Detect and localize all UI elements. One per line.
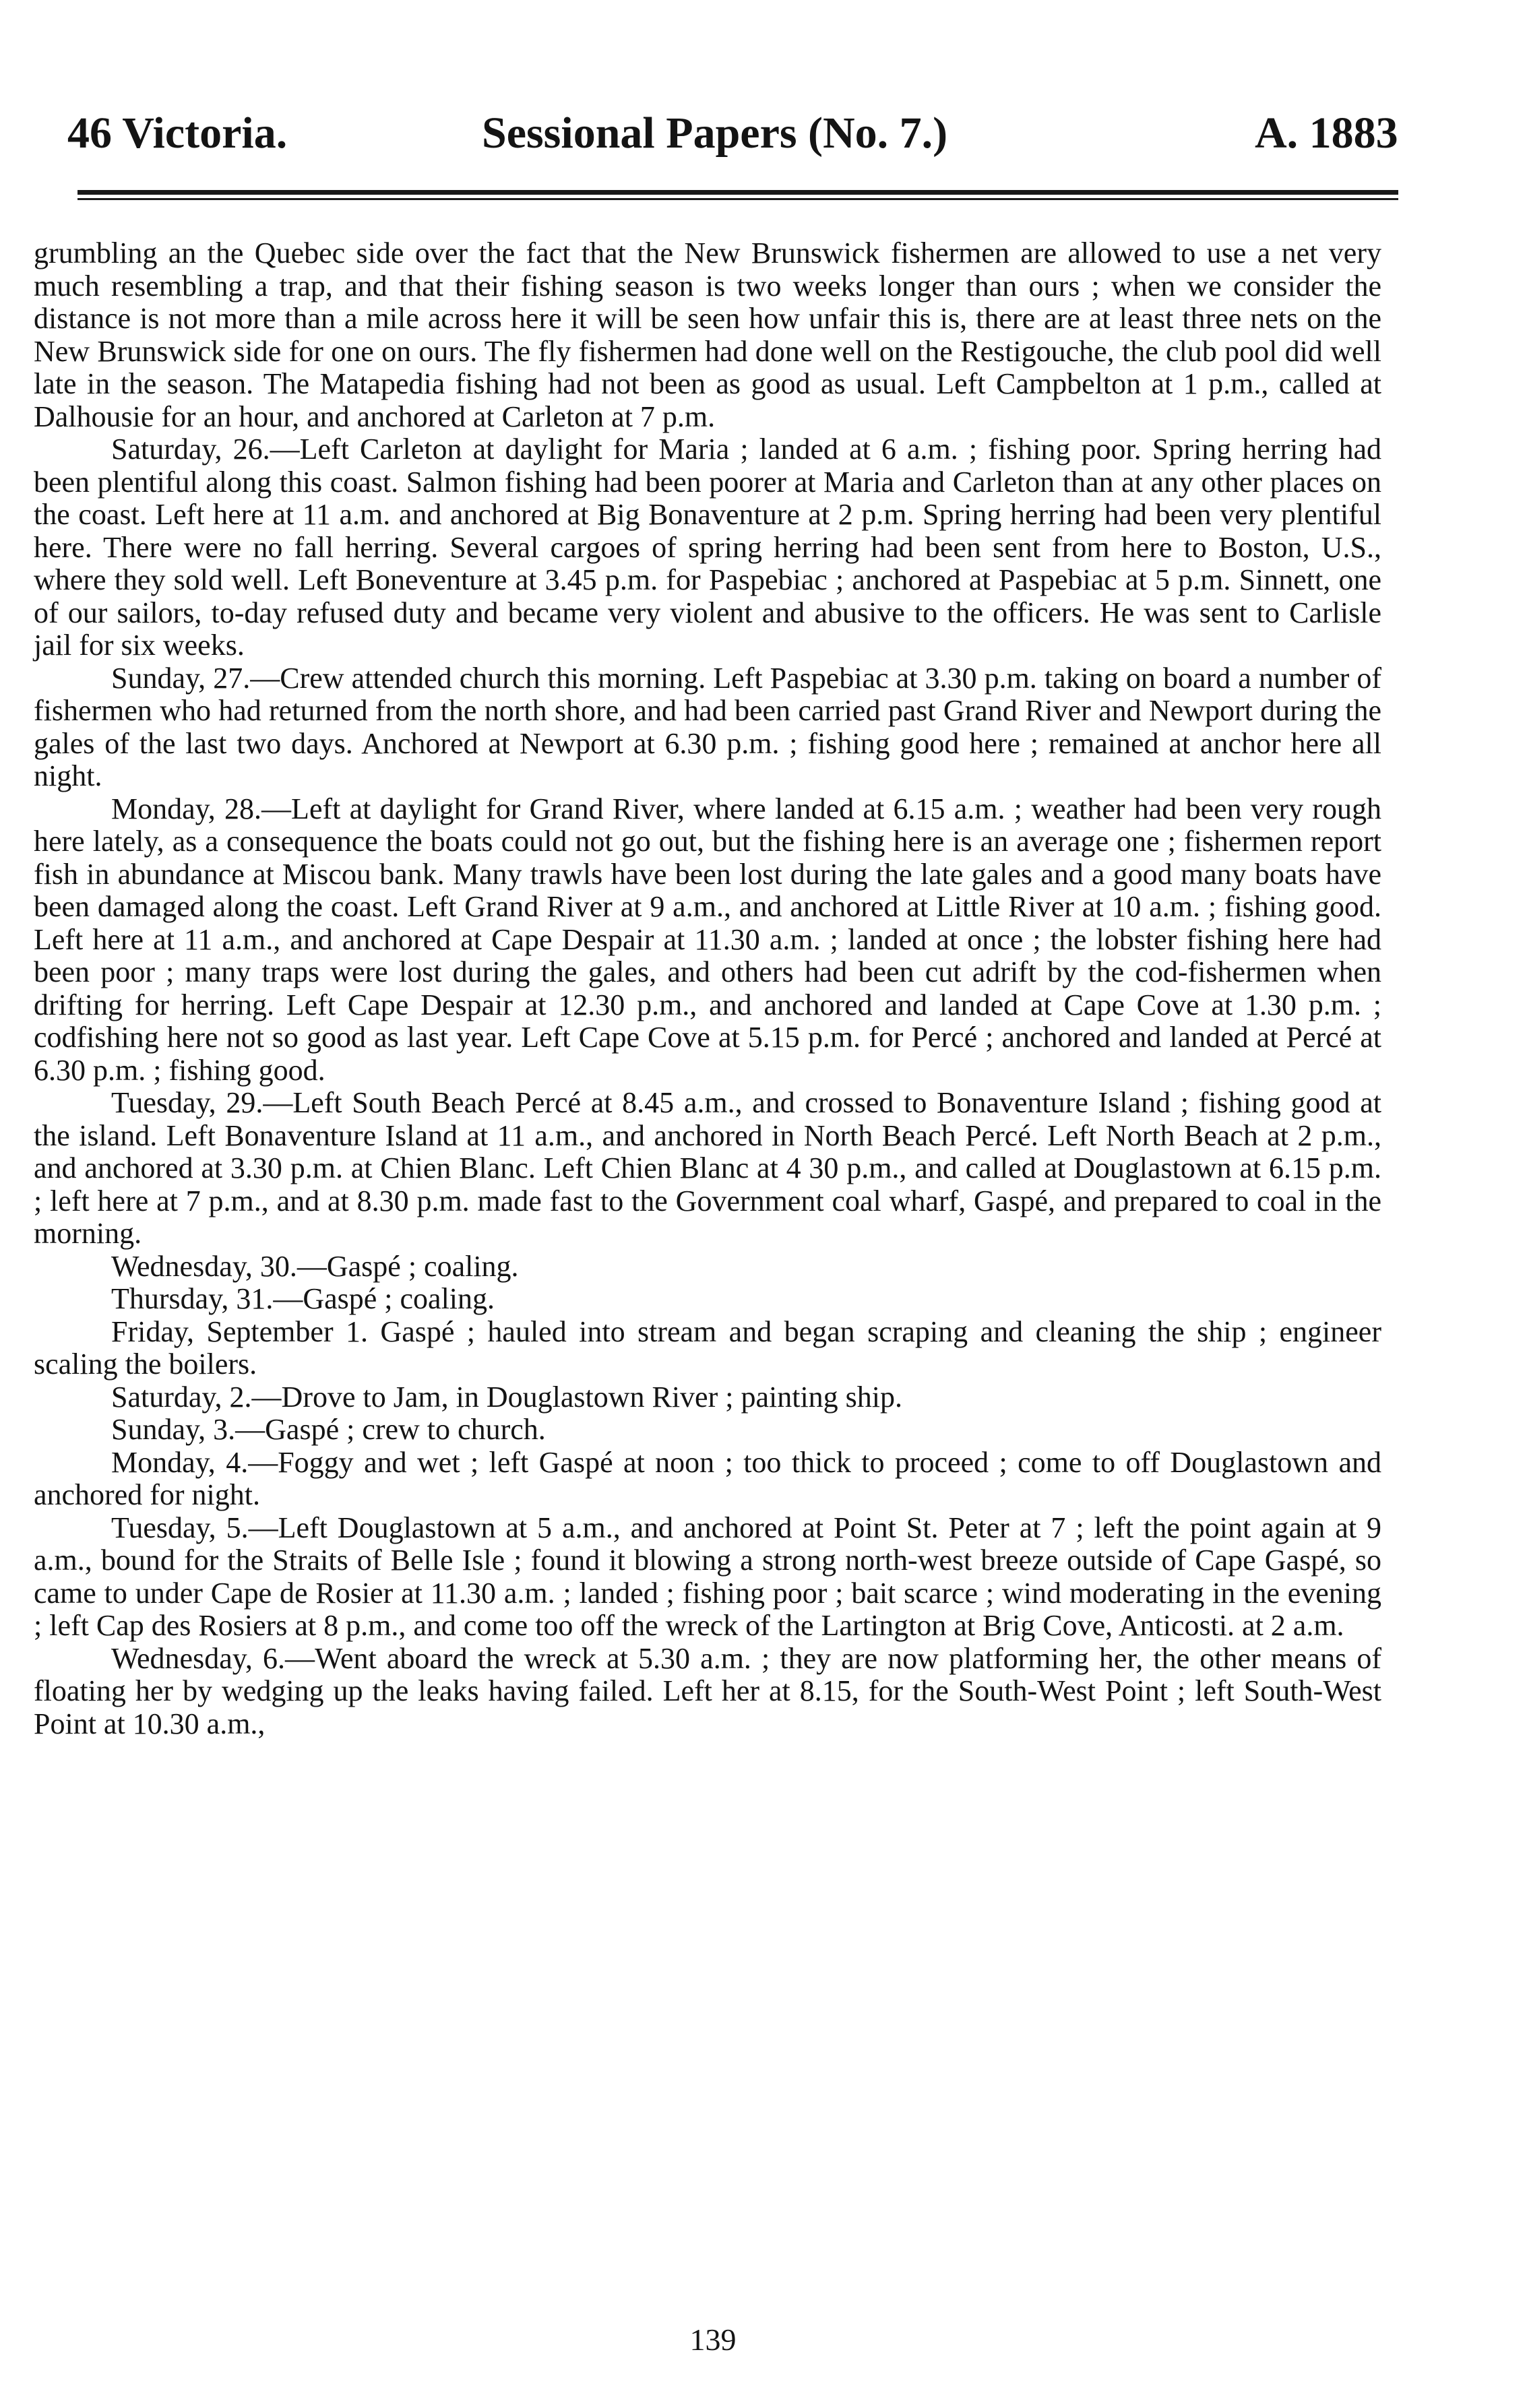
header-year: A. 1883 [1255, 108, 1398, 158]
paragraph-sunday-3: Sunday, 3.—Gaspé ; crew to church. [111, 1413, 546, 1446]
header-rule-thick [77, 190, 1398, 195]
paragraph-saturday-26: Saturday, 26.—Left Carleton at daylight for Maria ; landed at 6 a.m. ; fishing poor. Spring herring had been plentiful along this coast. Salmon fishing had been poorer at Maria and Carleton than at any other places on the coast. Left here at 11 a.m. and anchored at Big Bonaventure at 2 p.m. Spring herring had been very plentiful here. There were no fall herring. Several cargoes of spring herring had been sent from here to Boston, U.S., where they sold well. Left Boneventure at 3.45 p.m. for Paspebiac ; anchored at Paspebiac at 5 p.m. Sinnett, one of our sailors, to-day refused duty and became very violent and abusive to the officers. He was sent to Carlisle jail for six weeks. [34, 433, 1381, 662]
paragraph-thursday-31: Thursday, 31.—Gaspé ; coaling. [111, 1282, 495, 1315]
paragraph-friday-sept-1: Friday, September 1. Gaspé ; hauled into stream and began scraping and cleaning the ship ; engineer scaling the boilers. [34, 1314, 1381, 1381]
paragraph-monday-4: Monday, 4.—Foggy and wet ; left Gaspé at noon ; too thick to proceed ; come to off Douglastown and anchored for night. [34, 1445, 1381, 1511]
paragraph-continued: grumbling an the Quebec side over the fact that the New Brunswick fishermen are allowed to use a net very much resembling a trap, and that their fishing season is two weeks longer than ours ; when we consider the distance is not more than a mile across here it will be seen how unfair this is, there are at least three nets on the New Brunswick side for one on ours. The fly fishermen had done well on the Restigouche, the club pool did well late in the season. The Matapedia fishing had not been as good as usual. Left Campbelton at 1 p.m., called at Dalhousie for an hour, and anchored at Carleton at 7 p.m. [34, 236, 1381, 433]
page-footer [0, 2322, 1527, 2357]
header-title: Sessional Papers (No. 7.) [482, 108, 948, 158]
page-number: 139 [689, 2322, 737, 2357]
paragraph-wednesday-30: Wednesday, 30.—Gaspé ; coaling. [111, 1249, 519, 1283]
paragraph-sunday-27: Sunday, 27.—Crew attended church this morning. Left Paspebiac at 3.30 p.m. taking on board a number of fishermen who had returned from the north shore, and had been carried past Grand River and Newport during the gales of the last two days. Anchored at Newport at 6.30 p.m. ; fishing good here ; remained at anchor here all night. [34, 661, 1381, 792]
paragraph-wednesday-6: Wednesday, 6.—Went aboard the wreck at 5.30 a.m. ; they are now platforming her, the other means of floating her by wedging up the leaks having failed. Left her at 8.15, for the South-West Point ; left South-West Point at 10.30 a.m., [34, 1641, 1381, 1740]
header-volume: 46 Victoria. [67, 108, 288, 158]
paragraph-tuesday-5: Tuesday, 5.—Left Douglastown at 5 a.m., and anchored at Point St. Peter at 7 ; left the point again at 9 a.m., bound for the Straits of Belle Isle ; found it blowing a strong north-west breeze outside of Cape Gaspé, so came to under Cape de Rosier at 11.30 a.m. ; landed ; fishing poor ; bait scarce ; wind moderating in the evening ; left Cap des Rosiers at 8 p.m., and come too off the wreck of the Lartington at Brig Cove, Anticosti. at 2 a.m. [34, 1511, 1381, 1642]
paragraph-saturday-2: Saturday, 2.—Drove to Jam, in Douglastown River ; painting ship. [111, 1380, 903, 1414]
header-rule-thin [77, 198, 1398, 200]
paragraph-monday-28: Monday, 28.—Left at daylight for Grand River, where landed at 6.15 a.m. ; weather had been very rough here lately, as a consequence the boats could not go out, but the fishing here is an average one ; fishermen report fish in abundance at Miscou bank. Many trawls have been lost during the late gales and a good many boats have been damaged along the coast. Left Grand River at 9 a.m., and anchored at Little River at 10 a.m. ; fishing good. Left here at 11 a.m., and anchored at Cape Despair at 11.30 a.m. ; landed at once ; the lobster fishing here had been poor ; many traps were lost during the gales, and others had been cut adrift by the cod-fishermen when drifting for herring. Left Cape Despair at 12.30 p.m., and anchored and landed at Cape Cove at 1.30 p.m. ; codfishing here not so good as last year. Left Cape Cove at 5.15 p.m. for Percé ; anchored and landed at Percé at 6.30 p.m. ; fishing good. [34, 792, 1381, 1087]
paragraph-tuesday-29: Tuesday, 29.—Left South Beach Percé at 8.45 a.m., and crossed to Bonaventure Island ; fishing good at the island. Left Bonaventure Island at 11 a.m., and anchored in North Beach Percé. Left North Beach at 2 p.m., and anchored at 3.30 p.m. at Chien Blanc. Left Chien Blanc at 4 30 p.m., and called at Douglastown at 6.15 p.m. ; left here at 7 p.m., and at 8.30 p.m. made fast to the Government coal wharf, Gaspé, and prepared to coal in the morning. [34, 1086, 1381, 1250]
running-header [61, 108, 1408, 175]
body-text [34, 237, 1381, 1740]
